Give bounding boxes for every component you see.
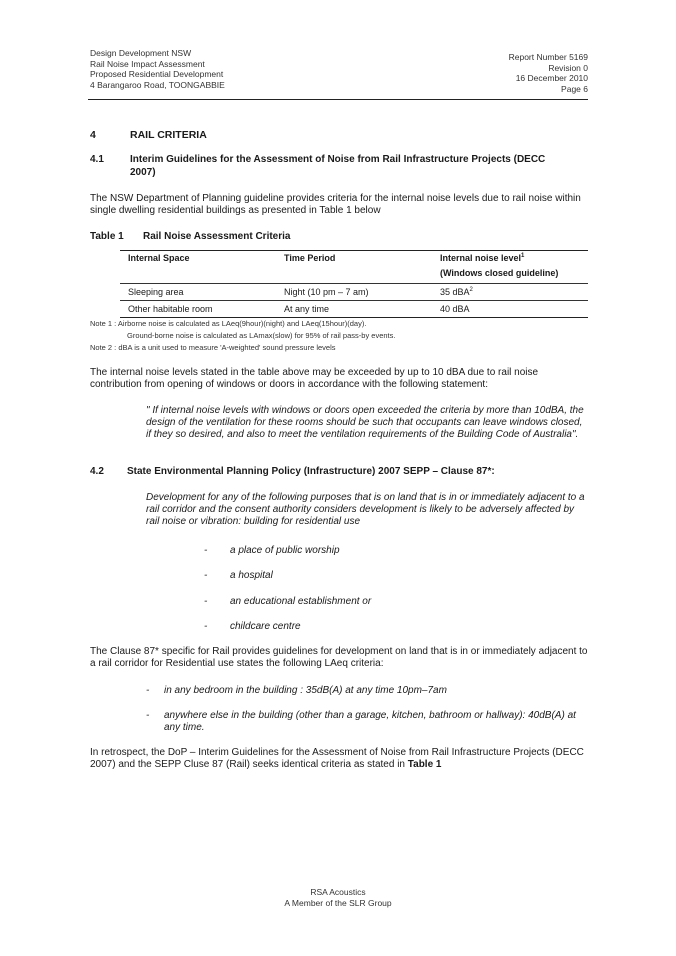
section-4-2-title: State Environmental Planning Policy (Infrastructure) 2007 SEPP – Clause 87*:	[127, 466, 495, 477]
sepp-statement: Development for any of the following purposes that is on land that is in or immediately adjacent to a rail corridor and the consent authority considers development is likely to be adversely affected by rail noise or vibration: building for residential use	[146, 492, 585, 527]
header-company: Design Development NSW	[90, 48, 192, 58]
header-left	[90, 48, 225, 90]
section-4-1-title: Interim Guidelines for the Assessment of Noise from Rail Infrastructure Projects (DECC 2007)	[130, 154, 546, 178]
table-note-2: Note 2 : dBA is a unit used to measure 'A-weighted' sound pressure levels	[90, 343, 336, 352]
header-date: 16 December 2010	[515, 73, 588, 84]
header-project: Proposed Residential Development	[90, 69, 224, 80]
table-caption: Rail Noise Assessment Criteria	[143, 231, 291, 242]
cell-level: 35 dBA$^2$	[432, 284, 588, 301]
table-note-1-cont: Ground-borne noise is calculated as LAmax(slow) for 95% of rail pass-by events.	[127, 331, 396, 340]
table-label: Table 1	[90, 231, 124, 242]
col-time-period: Time Period	[276, 251, 432, 284]
section-4-title: RAIL CRITERIA	[130, 129, 207, 141]
footer-group: A Member of the SLR Group	[284, 897, 392, 908]
intro-paragraph: The NSW Department of Planning guideline provides criteria for the internal noise levels due to rail noise within single dwelling residential buildings as presented in Table 1 below	[90, 193, 581, 216]
header-divider	[88, 99, 588, 100]
header-revision: Revision 0	[548, 62, 588, 73]
table-row	[120, 301, 588, 318]
header-address: 4 Barangaroo Road, TOONGABBIE	[90, 79, 225, 90]
cell-level: 40 dBA	[432, 301, 588, 318]
criteria-item: - in any bedroom in the building : 35dB(A) at any time 10pm–7am	[146, 685, 447, 696]
list-item: - a hospital	[204, 570, 273, 581]
clause-87-paragraph: The Clause 87* specific for Rail provides guidelines for development on land that is in or immediately adjacent to a rail corridor for Residential use states the following LAeq criteria:	[90, 646, 588, 669]
footer	[0, 887, 676, 908]
cell-space: Sleeping area	[120, 284, 276, 301]
header-right	[509, 52, 588, 94]
section-4-number: 4	[90, 129, 96, 141]
section-4-2-number: 4.2	[90, 466, 104, 477]
footer-company: RSA Acoustics	[310, 887, 366, 897]
header-page: Page 6	[561, 83, 588, 94]
list-item: - childcare centre	[204, 621, 301, 632]
table-header-row	[120, 251, 588, 284]
retrospect-paragraph: In retrospect, the DoP – Interim Guidelines for the Assessment of Noise from Rail Infrastructure Projects (DECC 2007) and the SEPP Cluse 87 (Rail) seeks identical criteria as stated in Table 1	[90, 747, 584, 770]
list-item: - an educational establishment or	[204, 596, 372, 607]
section-4-1-number: 4.1	[90, 154, 104, 165]
col-noise-level: Internal noise level$^1$ (Windows closed guideline)	[432, 251, 588, 284]
header-report-title: Rail Noise Impact Assessment	[90, 58, 205, 69]
table-reference: Table 1	[407, 759, 442, 770]
table-note-1: Note 1 : Airborne noise is calculated as LAeq(9hour)(night) and LAeq(15hour)(day).	[90, 319, 367, 328]
criteria-item: - anywhere else in the building (other than a garage, kitchen, bathroom or hallway): 40dB(A) at any time.	[146, 710, 576, 733]
exceedance-paragraph: The internal noise levels stated in the table above may be exceeded by up to 10 dBA due to rail noise contribution from opening of windows or doors in accordance with the following statement:	[90, 367, 539, 390]
col-internal-space: Internal Space	[120, 251, 276, 284]
table-row	[120, 284, 588, 301]
ventilation-quote: " If internal noise levels with windows or doors open exceeded the criteria by more than 10dBA, the design of the ventilation for these rooms should be such that occupants can leave windows closed, if they so desired, and also to meet the ventilation requirements of the Building Code of Australia".	[146, 405, 584, 440]
cell-period: Night (10 pm – 7 am)	[276, 284, 432, 301]
cell-period: At any time	[276, 301, 432, 318]
cell-space: Other habitable room	[120, 301, 276, 318]
header-report-number: Report Number 5169	[508, 52, 588, 62]
rail-criteria-table	[120, 250, 588, 318]
list-item: - a place of public worship	[204, 545, 340, 556]
